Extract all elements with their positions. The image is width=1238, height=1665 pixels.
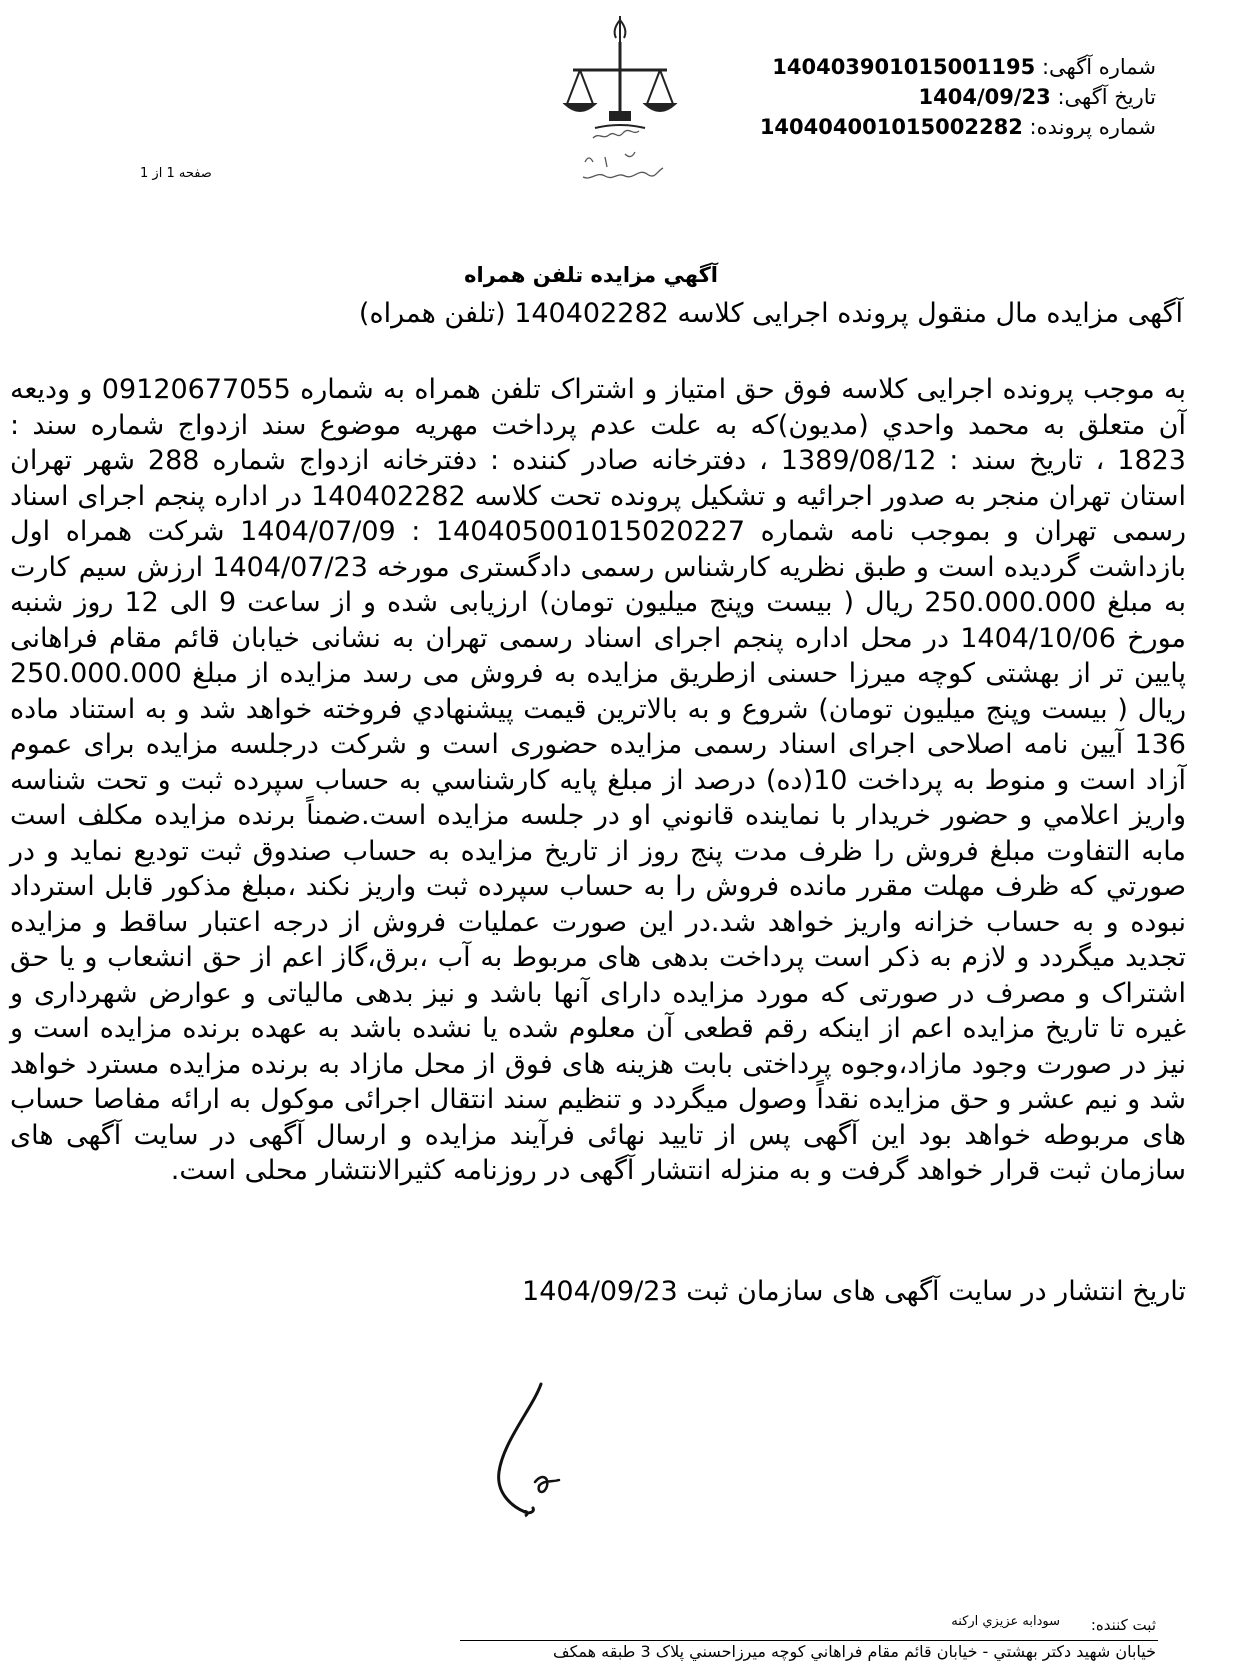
notice-title: آگهي مزایده تلفن همراه: [464, 263, 718, 287]
ad-date-label: تاریخ آگهی:: [1057, 85, 1156, 109]
footer-divider: [460, 1640, 1158, 1641]
notice-meta: [716, 52, 1156, 142]
notice-subtitle: آگهی مزایده مال منقول پرونده اجرایی کلاسه 140402282 (تلفن همراه): [358, 298, 1183, 329]
ad-date-row: [716, 82, 1156, 112]
signature-icon: [463, 1362, 623, 1527]
file-number-label: شماره پرونده:: [1029, 115, 1156, 139]
page-number: صفحه 1 از 1: [140, 166, 212, 181]
signature: [463, 1362, 623, 1527]
ad-date: 1404/09/23: [918, 85, 1051, 109]
publish-date-line: تاریخ انتشار در سایت آگهی های سازمان ثبت 1404/09/23: [522, 1276, 1186, 1307]
file-number: 140404001015002282: [759, 115, 1023, 139]
judiciary-emblem: [555, 12, 685, 207]
file-number-row: [716, 112, 1156, 142]
registrar-name: سودابه عزیزي ارکنه: [951, 1614, 1060, 1629]
ad-number: 140403901015001195: [772, 55, 1036, 79]
notice-body: به موجب پرونده اجرایی کلاسه فوق حق امتیاز و اشتراک تلفن همراه به شماره 09120677055 و ودیعه آن متعلق به محمد واحدي (مدیون)که به علت عدم پرداخت مهریه موضوع سند ازدواج شماره سند : 1823 ، تاریخ سند : 1389/08/12 ، دفترخانه صادر کننده : دفترخانه ازدواج شماره 288 شهر تهران استان تهران منجر به صدور اجرائیه و تشکیل پرونده تحت کلاسه 140402282 در اداره پنجم اجرای اسناد رسمی تهران و بموجب نامه شماره 140405001015020227 : 1404/07/09 شرکت همراه اول بازداشت گردیده است و طبق نظریه کارشناس رسمی دادگستری مورخه 1404/07/23 ارزش سیم کارت به مبلغ 250.000.000 ریال ( بیست وپنج میلیون تومان) ارزیابی شده و از ساعت 9 الی 12 روز شنبه مورخ 1404/10/06 در محل اداره پنجم اجرای اسناد رسمی تهران به نشانی خیابان قائم مقام فراهانی پایین تر از بهشتی کوچه میرزا حسنی ازطریق مزایده به فروش می رسد مزایده از مبلغ 250.000.000 ریال ( بیست وپنج میلیون تومان) شروع و به بالاترین قیمت پیشنهادي فروخته خواهد شد و به استناد ماده 136 آیین نامه اصلاحی اجرای اسناد رسمی مزایده حضوری است و شرکت درجلسه مزایده برای عموم آزاد است و منوط به پرداخت 10(ده) درصد از مبلغ پایه کارشناسي به حساب سپرده ثبت و تحت شناسه واریز اعلامي و حضور خریدار با نماینده قانوني او در جلسه مزایده است.ضمناً برنده مزایده مکلف است مابه التفاوت مبلغ فروش را ظرف مدت پنج روز از تاریخ مزایده به حساب صندوق ثبت تودیع نماید و در صورتي که ظرف مهلت مقرر مانده فروش را به حساب سپرده ثبت واریز نکند ،مبلغ مذکور قابل استرداد نبوده و به حساب خزانه واریز خواهد شد.در این صورت عملیات فروش از درجه اعتبار ساقط و مزایده تجدید میگردد و لازم به ذکر است پرداخت بدهی های مربوط به آب ،برق،گاز اعم از حق انشعاب و یا حق اشتراک و مصرف در صورتی که مورد مزایده دارای آنها باشد و نیز بدهی مالیاتی و عوارض شهرداری و غیره تا تاریخ مزایده اعم از اینکه رقم قطعی آن معلوم شده یا نشده باشد به عهده برنده مزایده است و نیز در صورت وجود مازاد،وجوه پرداختی بابت هزینه های فوق از محل مازاد به برنده مزایده مسترد خواهد شد و نیم عشر و حق مزایده نقداً وصول میگردد و تنظیم سند انتقال اجرائی موکول به ارائه مفاصا حساب های مربوطه خواهد بود این آگهی پس از تایید نهائی فرآیند مزایده و ارسال آگهی در سایت آگهی های سازمان ثبت قرار خواهد گرفت و به منزله انتشار آگهی در روزنامه کثیرالانتشار محلی است.: [10, 374, 1187, 1186]
registrar-label: ثبت کننده:: [1090, 1616, 1156, 1634]
office-address: خیابان شهید دکتر بهشتي - خیابان قائم مقام فراهاني کوچه میرزاحسني پلاک 3 طبقه همکف: [553, 1642, 1156, 1661]
scales-icon: [555, 12, 685, 207]
ad-number-row: [716, 52, 1156, 82]
footer: [0, 1608, 1238, 1665]
ad-number-label: شماره آگهی:: [1041, 55, 1156, 79]
